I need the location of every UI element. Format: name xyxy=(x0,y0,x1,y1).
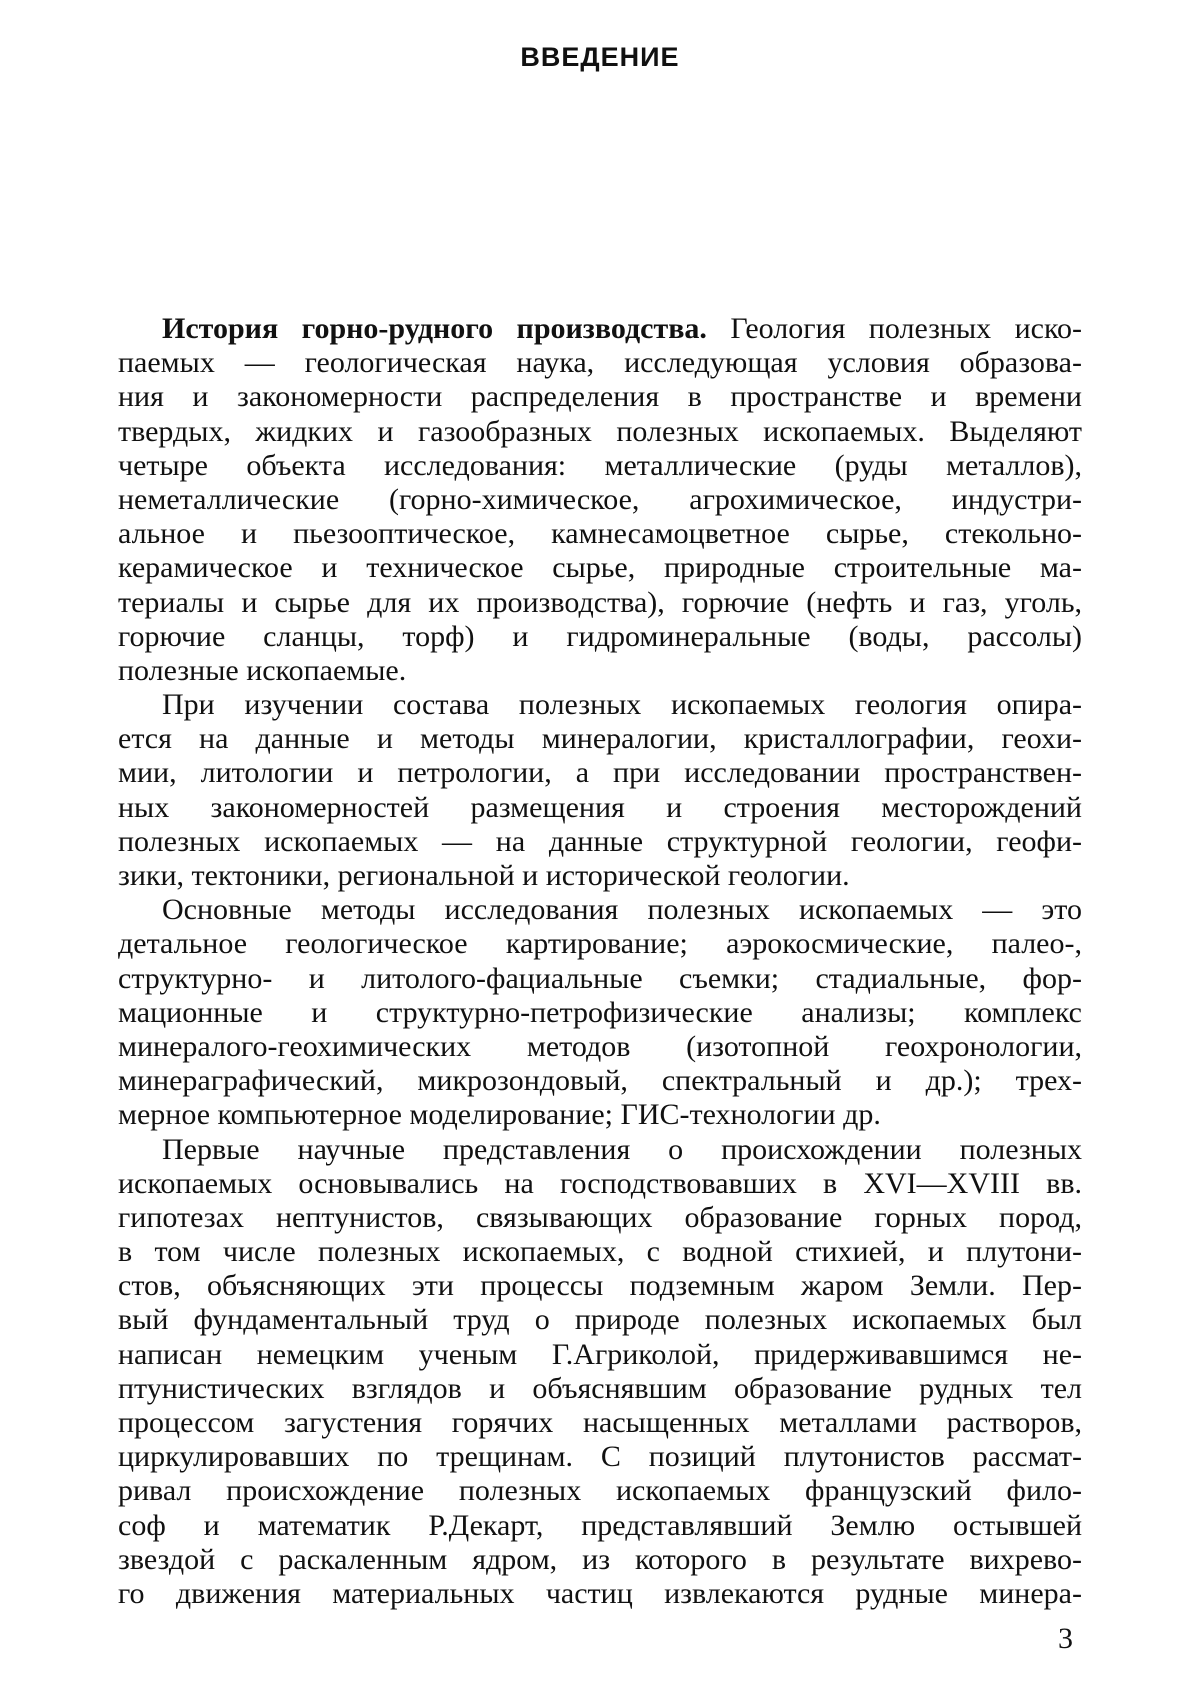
text-line: При изучении состава полезных ископаемых геология опира- xyxy=(162,688,1082,722)
text-line: зики, тектоники, региональной и исторической геологии. xyxy=(118,859,850,892)
text-line: мии, литологии и петрологии, а при исследовании пространствен- xyxy=(118,756,1082,790)
text-line: твердых, жидких и газообразных полезных ископаемых. Выделяют xyxy=(118,414,1082,448)
text-line: Основные методы исследования полезных ископаемых — это xyxy=(162,893,1082,927)
body-text xyxy=(118,312,1082,1611)
text-line: гипотезах нептунистов, связывающих образование горных пород, xyxy=(118,1200,1082,1234)
text-line: минераграфический, микрозондовый, спектральный и др.); трех- xyxy=(118,1064,1082,1098)
paragraph-early-ideas xyxy=(118,1133,1082,1612)
text-line: Первые научные представления о происхождении полезных xyxy=(162,1132,1082,1166)
text-line: полезных ископаемых — на данные структурной геологии, геофи- xyxy=(118,824,1082,858)
text-line: керамическое и техническое сырье, природные строительные ма- xyxy=(118,551,1082,585)
paragraph-composition xyxy=(118,688,1082,893)
text-line: неметаллические (горно-химическое, агрохимическое, индустри- xyxy=(118,482,1082,516)
text-line: детальное геологическое картирование; аэрокосмические, палео-, xyxy=(118,927,1082,961)
chapter-heading: ВВЕДЕНИЕ xyxy=(520,42,680,72)
text-line: четыре объекта исследования: металлические (руды металлов), xyxy=(118,448,1082,482)
paragraph-history xyxy=(118,312,1082,688)
text-line: процессом загустения горячих насыщенных металлами растворов, xyxy=(118,1406,1082,1439)
text-line: ных закономерностей размещения и строения месторождений xyxy=(118,790,1082,824)
text-line: циркулировавших по трещинам. С позиций плутонистов рассмат- xyxy=(118,1440,1082,1474)
text-line: териалы и сырье для их производства), горючие (нефть и газ, уголь, xyxy=(118,585,1082,619)
text-line: полезные ископаемые. xyxy=(118,653,407,687)
text-line: мерное компьютерное моделирование; ГИС-технологии др. xyxy=(118,1098,881,1132)
text-line: ется на данные и методы минералогии, кристаллографии, геохи- xyxy=(118,722,1082,756)
page-number: 3 xyxy=(1058,1622,1073,1655)
text-line: паемых — геологическая наука, исследующая условия образова- xyxy=(118,346,1082,380)
text-line: в том числе полезных ископаемых, с водной стихией, и плутони- xyxy=(118,1235,1082,1269)
text-line: звездой с раскаленным ядром, из которого в результате вихрево- xyxy=(118,1542,1082,1576)
text-line: ископаемых основывались на господствовавших в XVI—XVIII вв. xyxy=(118,1166,1082,1200)
text-line: ния и закономерности распределения в пространстве и времени xyxy=(118,380,1082,414)
text-line: птунистических взглядов и объяснявшим образование рудных тел xyxy=(118,1371,1082,1405)
text-line-content: Геология полезных иско- xyxy=(706,312,1082,345)
text-line: альное и пьезооптическое, камнесамоцветное сырье, стекольно- xyxy=(118,517,1082,551)
text-line: написан немецким ученым Г.Агриколой, придерживавшимся не- xyxy=(118,1337,1082,1371)
text-line: го движения материальных частиц извлекаются рудные минера- xyxy=(118,1576,1082,1610)
text-line: стов, объясняющих эти процессы подземным жаром Земли. Пер- xyxy=(118,1269,1082,1303)
text-line: соф и математик Р.Декарт, представлявший Землю остывшей xyxy=(118,1508,1082,1542)
paragraph-methods xyxy=(118,893,1082,1132)
text-line xyxy=(118,312,1082,346)
text-line: структурно- и литолого-фациальные съемки; стадиальные, фор- xyxy=(118,961,1082,995)
text-line: горючие сланцы, торф) и гидроминеральные (воды, рассолы) xyxy=(118,619,1082,653)
text-line: ривал происхождение полезных ископаемых французский фило- xyxy=(118,1474,1082,1508)
run-in-heading: История горно-рудного производства. xyxy=(162,312,707,345)
text-line: вый фундаментальный труд о природе полезных ископаемых был xyxy=(118,1303,1082,1337)
text-line: мационные и структурно-петрофизические анализы; комплекс xyxy=(118,995,1082,1029)
text-line: минералого-геохимических методов (изотопной геохронологии, xyxy=(118,1029,1082,1063)
